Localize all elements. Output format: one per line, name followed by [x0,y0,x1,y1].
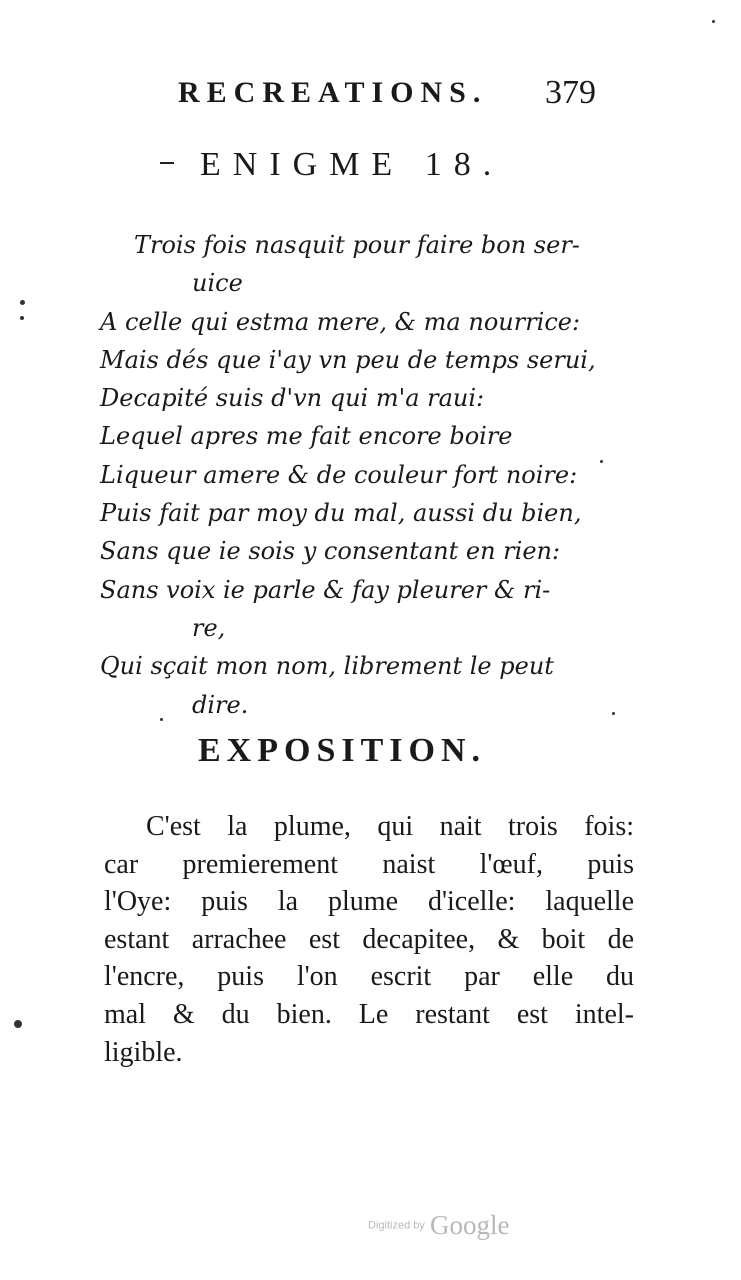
google-watermark [368,1210,509,1241]
google-logo: Google [429,1210,510,1240]
watermark-prefix: Digitized by [368,1219,425,1232]
poem-line: Liqueur amere & de couleur fort noire: [100,460,578,489]
poem-line: Trois fois nasquit pour faire bon ser- [134,231,580,259]
ink-speck [612,712,615,715]
exposition-text [104,808,634,1071]
poem-line: uice [192,269,243,298]
prose-line: mal & du bien. Le restant est intel- [104,998,634,1030]
poem-line: Lequel apres me fait encore boire [100,422,513,451]
prose-line: car premierement naist l'œuf, puis [104,848,634,880]
prose-line: ligible. [104,1036,183,1068]
enigme-title: ENIGME 18. [200,146,504,183]
prose-line: l'encre, puis l'on escrit par elle du [104,961,634,993]
heading-dash [160,162,174,164]
page-number: 379 [545,74,596,111]
ink-speck [160,718,163,721]
prose-line: C'est la plume, qui nait trois fois: [146,811,634,842]
poem-line: Sans que ie sois y consentant en rien: [100,537,561,566]
ink-speck [600,460,603,463]
ink-speck [20,316,24,320]
poem-line: re, [192,613,226,642]
poem-line: A celle qui estma mere, & ma nourrice: [100,307,581,336]
poem-line: Qui sçait mon nom, librement le peut [100,652,554,681]
poem-line: Sans voix ie parle & fay pleurer & ri- [100,575,551,604]
enigme-poem [100,226,620,724]
ink-speck [20,300,25,305]
poem-line: Decapité suis d'vn qui m'a raui: [100,384,485,413]
poem-line: Puis fait par moy du mal, aussi du bien, [100,499,582,528]
poem-line: Mais dés que i'ay vn peu de temps serui, [100,345,596,374]
prose-line: l'Oye: puis la plume d'icelle: laquelle [104,886,634,918]
exposition-title: EXPOSITION. [198,732,486,769]
ink-speck [712,20,715,23]
poem-line: dire. [192,690,249,719]
prose-line: estant arrachee est decapitee, & boit de [104,923,634,955]
running-head: RECREATIONS. [178,76,488,109]
ink-speck [14,1020,22,1028]
